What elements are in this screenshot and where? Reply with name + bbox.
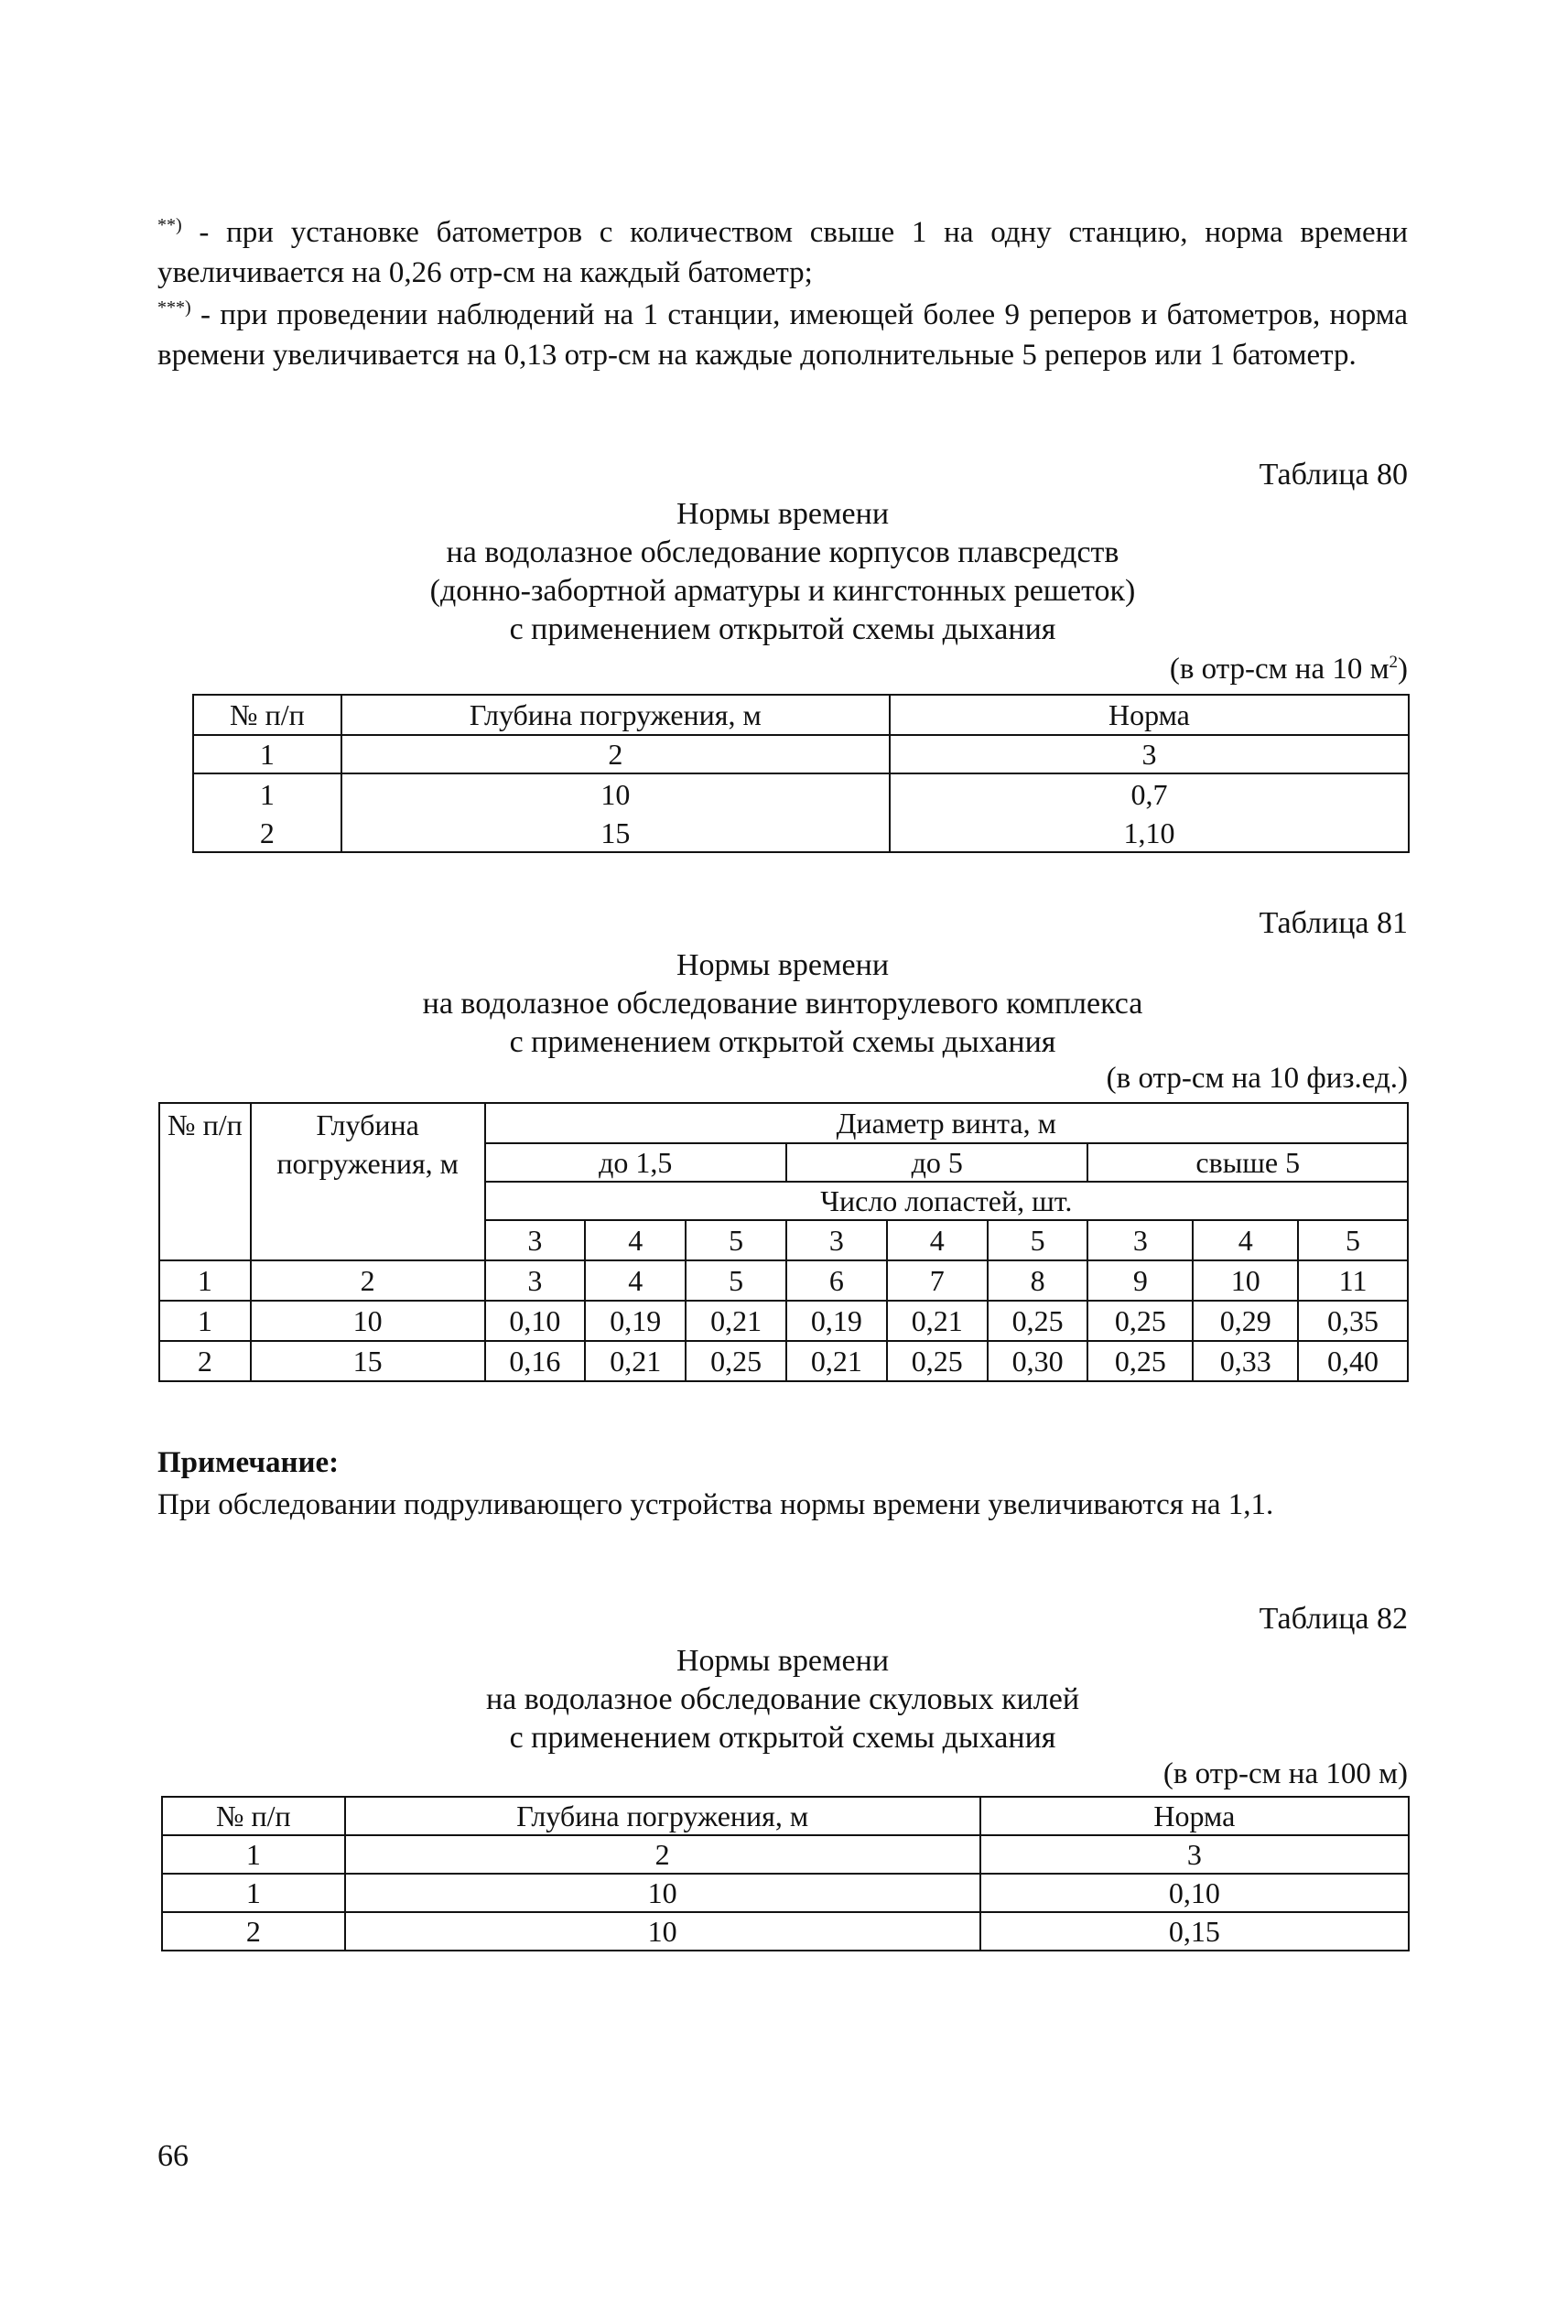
title-line: с применением открытой схемы дыхания: [509, 1025, 1056, 1059]
table-row: [159, 1301, 1408, 1341]
table-row: [159, 1341, 1408, 1381]
cell: 2: [162, 1912, 345, 1951]
header-cell-depth: Глубина погружения, м: [251, 1103, 485, 1260]
table-80-title: [157, 495, 1408, 649]
cell: 0,35: [1298, 1301, 1408, 1341]
cell: 0,25: [1087, 1341, 1193, 1381]
table-header-row: [159, 1103, 1408, 1143]
cell: 0,30: [988, 1341, 1088, 1381]
cell: 3: [980, 1835, 1409, 1874]
cell: 0,16: [485, 1341, 586, 1381]
cell: 1: [193, 735, 341, 773]
header-cell-diameter-group: до 1,5: [485, 1143, 786, 1182]
header-cell-blade-count: 5: [988, 1220, 1088, 1260]
header-cell-blade-count: 5: [1298, 1220, 1408, 1260]
table-row: [162, 1835, 1409, 1874]
table-81: [158, 1102, 1409, 1382]
cell: 2: [251, 1260, 485, 1301]
cell: 9: [1087, 1260, 1193, 1301]
header-cell: Глубина погружения, м: [341, 695, 890, 735]
cell: 0,21: [686, 1301, 786, 1341]
cell: 10: [1193, 1260, 1298, 1301]
cell: 2: [159, 1341, 251, 1381]
title-line: с применением открытой схемы дыхания: [509, 1721, 1056, 1755]
table-row: [162, 1874, 1409, 1912]
table-80-unit: (в отр-см на 10 $м^2$): [1169, 653, 1408, 686]
table-row: [193, 773, 1409, 814]
note-heading: Примечание:: [157, 1446, 340, 1479]
cell: 1: [162, 1874, 345, 1912]
cell: 4: [585, 1260, 686, 1301]
header-cell-diameter: Диаметр винта, м: [485, 1103, 1408, 1143]
cell: 7: [887, 1260, 988, 1301]
header-cell-blade-count: 3: [485, 1220, 586, 1260]
header-cell-blade-count: 5: [686, 1220, 786, 1260]
table-row: [159, 1260, 1408, 1301]
title-line: Нормы времени: [676, 948, 890, 982]
cell: 0,25: [1087, 1301, 1193, 1341]
cell: 2: [345, 1835, 980, 1874]
header-cell-blade-count: 3: [1087, 1220, 1193, 1260]
header-cell-diameter-group: свыше 5: [1087, 1143, 1408, 1182]
note-text: При обследовании подруливающего устройства нормы времени увеличиваются на 1,1.: [157, 1488, 1274, 1521]
cell: 2: [193, 814, 341, 852]
cell: 0,25: [887, 1341, 988, 1381]
table-82-title: [157, 1642, 1408, 1757]
cell: 11: [1298, 1260, 1408, 1301]
cell: 0,25: [686, 1341, 786, 1381]
cell: 1: [159, 1260, 251, 1301]
header-cell-blades: Число лопастей, шт.: [485, 1182, 1408, 1220]
cell: 0,7: [890, 773, 1409, 814]
header-cell: № п/п: [162, 1797, 345, 1835]
title-line: Нормы времени: [676, 497, 890, 531]
table-82: [161, 1796, 1410, 1951]
cell: 0,19: [585, 1301, 686, 1341]
cell: 0,33: [1193, 1341, 1298, 1381]
table-81-title: [157, 946, 1408, 1062]
cell: 1: [162, 1835, 345, 1874]
cell: 0,21: [887, 1301, 988, 1341]
footnote-2: [157, 212, 1408, 293]
cell: 1: [159, 1301, 251, 1341]
cell: 10: [345, 1874, 980, 1912]
cell: 15: [251, 1341, 485, 1381]
title-line: на водолазное обследование винторулевого комплекса: [422, 987, 1143, 1021]
cell: 10: [341, 773, 890, 814]
cell: 1,10: [890, 814, 1409, 852]
title-line: с применением открытой схемы дыхания: [509, 612, 1056, 646]
table-80: [192, 694, 1410, 853]
table-82-unit: (в отр-см на 100 м): [1162, 1757, 1408, 1790]
cell: 15: [341, 814, 890, 852]
cell: 0,10: [980, 1874, 1409, 1912]
table-header-row: [193, 695, 1409, 735]
cell: 10: [251, 1301, 485, 1341]
cell: 0,29: [1193, 1301, 1298, 1341]
cell: 0,19: [786, 1301, 887, 1341]
header-cell: Норма: [890, 695, 1409, 735]
cell: 1: [193, 773, 341, 814]
cell: 3: [485, 1260, 586, 1301]
header-cell: Глубина погружения, м: [345, 1797, 980, 1835]
title-line: (донно-забортной арматуры и кингстонных решеток): [429, 574, 1136, 608]
cell: 6: [786, 1260, 887, 1301]
table-82-label: Таблица 82: [1259, 1602, 1408, 1636]
table-row: [193, 735, 1409, 773]
header-cell: № п/п: [193, 695, 341, 735]
footnote-3: [157, 295, 1408, 375]
title-line: на водолазное обследование корпусов плавсредств: [446, 535, 1119, 569]
title-line: Нормы времени: [676, 1644, 890, 1678]
cell: 0,25: [988, 1301, 1088, 1341]
footnote-text: - при установке батометров с количеством свыше 1 на одну станцию, норма времени увеличивается на 0,26 отр-см на каждый батометр;: [157, 216, 1408, 289]
header-cell-number: № п/п: [159, 1103, 251, 1260]
cell: 0,21: [585, 1341, 686, 1381]
cell: 0,15: [980, 1912, 1409, 1951]
cell: 5: [686, 1260, 786, 1301]
footnote-mark: **): [157, 215, 182, 235]
title-line: на водолазное обследование скуловых килей: [485, 1682, 1080, 1716]
table-row: [193, 814, 1409, 852]
cell: 0,40: [1298, 1341, 1408, 1381]
header-cell: Норма: [980, 1797, 1409, 1835]
cell: 2: [341, 735, 890, 773]
page-number: 66: [157, 2139, 189, 2173]
footnote-text: - при проведении наблюдений на 1 станции, имеющей более 9 реперов и батометров, норма времени увеличивается на 0,13 отр-см на каждые дополнительные 5 реперов или 1 батометр.: [157, 298, 1408, 372]
cell: 3: [890, 735, 1409, 773]
header-cell-blade-count: 4: [887, 1220, 988, 1260]
table-row: [162, 1912, 1409, 1951]
table-81-label: Таблица 81: [1259, 906, 1408, 940]
table-header-row: [162, 1797, 1409, 1835]
header-cell-blade-count: 4: [1193, 1220, 1298, 1260]
cell: 0,21: [786, 1341, 887, 1381]
cell: 8: [988, 1260, 1088, 1301]
cell: 0,10: [485, 1301, 586, 1341]
footnote-mark: ***): [157, 297, 191, 318]
header-cell-diameter-group: до 5: [786, 1143, 1087, 1182]
cell: 10: [345, 1912, 980, 1951]
table-80-label: Таблица 80: [1259, 458, 1408, 492]
table-81-unit: (в отр-см на 10 физ.ед.): [1106, 1062, 1408, 1095]
header-cell-blade-count: 4: [585, 1220, 686, 1260]
header-cell-blade-count: 3: [786, 1220, 887, 1260]
